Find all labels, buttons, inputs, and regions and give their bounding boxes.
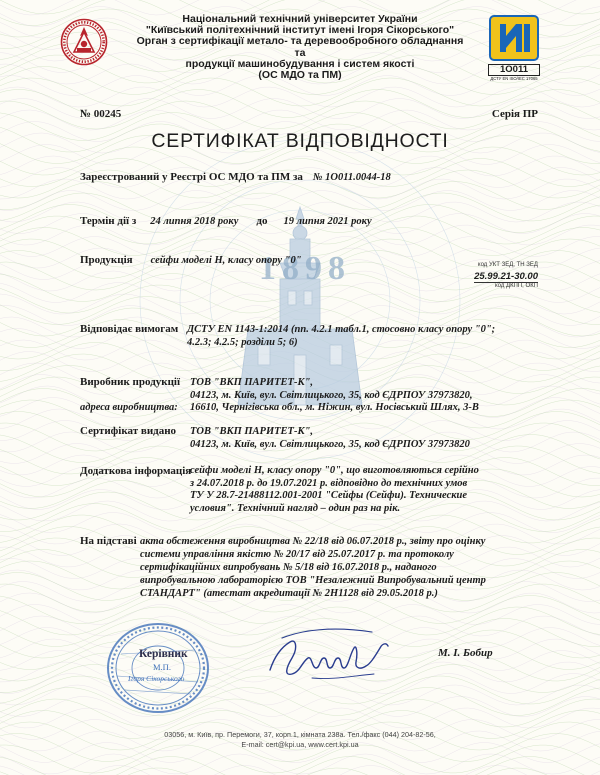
basis-label: На підставі: [80, 535, 137, 547]
header-line-1: Національний технічний університет України: [182, 13, 418, 25]
product-code-box: [474, 262, 538, 289]
accreditation-badge: [488, 14, 540, 86]
header-line-3: Орган з сертифікації метало- та деревообробного обладнання та: [136, 35, 464, 59]
additional-line-2: з 24.07.2018 р. до 19.07.2021 р. відповідно до технічних умов: [190, 477, 468, 489]
guilloche-line: [0, 708, 600, 728]
basis-line-5: СТАНДАРТ" (атестат акредитації № 2Н1128 від 29.05.2018 р.): [140, 588, 438, 599]
manufacturer-value: [190, 376, 550, 402]
header-line-2: "Київський політехнічний інститут імені Ігоря Сікорського": [145, 24, 455, 37]
footer-address: 03056, м. Київ, пр. Перемоги, 37, корп.1, кімната 238а. Тел./факс (044) 204-82-56,: [164, 730, 436, 739]
signer-name: М. І. Бобир: [438, 647, 493, 659]
term-row: [80, 211, 550, 229]
code-label-bottom: код ДКПП, ОКП: [494, 283, 538, 289]
guilloche-line: [0, 699, 600, 727]
issued-address: 04123, м. Київ, вул. Світлицького, 35, код ЄДРПОУ 37973820: [190, 439, 470, 450]
badge-subtext: ДСТУ EN ISO/IEC 17065: [490, 76, 538, 81]
requirements-label: Відповідає вимогам: [80, 323, 179, 335]
requirements-line-1: ДСТУ EN 1143-1:2014 (пп. 4.2.1 табл.1, стосовно класу опору "0";: [187, 324, 496, 335]
issuer-header: [130, 14, 470, 81]
guilloche-line: [0, 87, 600, 107]
certificate-series: Серія ПР: [491, 108, 538, 120]
footer-email: E-mail: cert@kpi.ua, www.cert.kpi.ua: [241, 740, 359, 749]
head-label: Керівник: [139, 648, 188, 660]
basis-line-1: акта обстеження виробництва № 22/18 від 06.07.2018 р., звіту про оцінку: [140, 536, 486, 547]
basis-line-2: системи управління якістю № 20/17 від 25.07.2017 р. та протоколу: [140, 549, 454, 560]
basis-value: [140, 535, 540, 600]
certificate-number: № 00245: [80, 108, 122, 120]
certificate-title: СЕРТИФІКАТ ВІДПОВІДНОСТІ: [151, 130, 449, 152]
accreditation-mark-icon: [488, 14, 540, 62]
registered-value: № 1О011.0044-18: [312, 172, 391, 183]
badge-code: 1О011: [488, 64, 540, 76]
issued-value: [190, 425, 550, 451]
basis-line-4: випробувальною лабораторією ТОВ "Незалежний Випробувальний центр: [140, 575, 486, 586]
guilloche-line: [0, 688, 600, 716]
handwritten-signature: [262, 618, 392, 688]
code-value: 25.99.21-30.00: [474, 271, 538, 282]
additional-line-3: ТУ У 28.7-21488112.001-2001 "Сейфы (Сейфи). Технические: [190, 490, 468, 502]
term-label: Термін дії з: [80, 215, 137, 227]
additional-line-4: условия". Технічний нагляд – один раз на рік.: [190, 502, 401, 514]
additional-line-1: сейфи моделі H, класу опору "0", що виготовляються серійно: [190, 465, 479, 476]
production-label: адреса виробництва:: [80, 402, 178, 413]
requirements-value: [187, 323, 542, 349]
requirements-line-2: 4.2.3; 4.2.5; розділи 5; 6): [187, 337, 298, 348]
production-address: 16610, Чернігівська обл., м. Ніжин, вул. Носівський Шлях, 3-В: [190, 402, 479, 413]
issued-name: ТОВ "ВКП ПАРИТЕТ-К",: [190, 426, 314, 437]
stamp-name: Ігоря Сікорського: [128, 674, 185, 683]
manufacturer-address: 04123, м. Київ, вул. Світлицького, 35, код ЄДРПОУ 37973820,: [190, 390, 473, 401]
term-from: 24 липня 2018 року: [150, 216, 239, 227]
basis-line-3: сертифікаційних випробувань № 5/18 від 16.07.2018 р., наданого: [140, 562, 437, 573]
header-line-4: продукції машинобудування і систем якості: [185, 57, 415, 70]
manufacturer-label: Виробник продукції: [80, 376, 181, 388]
registered-label: Зареєстрований у Реєстрі ОС МДО та ПМ за: [80, 171, 303, 183]
issued-label: Сертифікат видано: [80, 425, 177, 437]
kpi-logo: [60, 18, 108, 66]
header-line-5: (ОС МДО та ПМ): [258, 69, 342, 82]
year-watermark: 1898: [259, 250, 351, 287]
term-to: 19 липня 2021 року: [283, 216, 372, 227]
additional-value: [190, 465, 530, 515]
guilloche-line: [0, 766, 600, 775]
additional-label: Додаткова інформація: [80, 465, 192, 477]
term-to-label: до: [256, 215, 268, 227]
guilloche-line: [0, 685, 600, 705]
code-label-top: код УКТ ЗЕД, ТН ЗЕД: [477, 262, 538, 268]
guilloche-line: [0, 697, 600, 717]
product-label: Продукція: [80, 254, 133, 266]
stamp-mp: М.П.: [153, 662, 171, 672]
registered-row: [80, 167, 550, 185]
product-value: сейфи моделі H, класу опору "0": [150, 255, 302, 266]
guilloche-line: [0, 754, 600, 774]
manufacturer-name: ТОВ "ВКП ПАРИТЕТ-К",: [190, 377, 314, 388]
